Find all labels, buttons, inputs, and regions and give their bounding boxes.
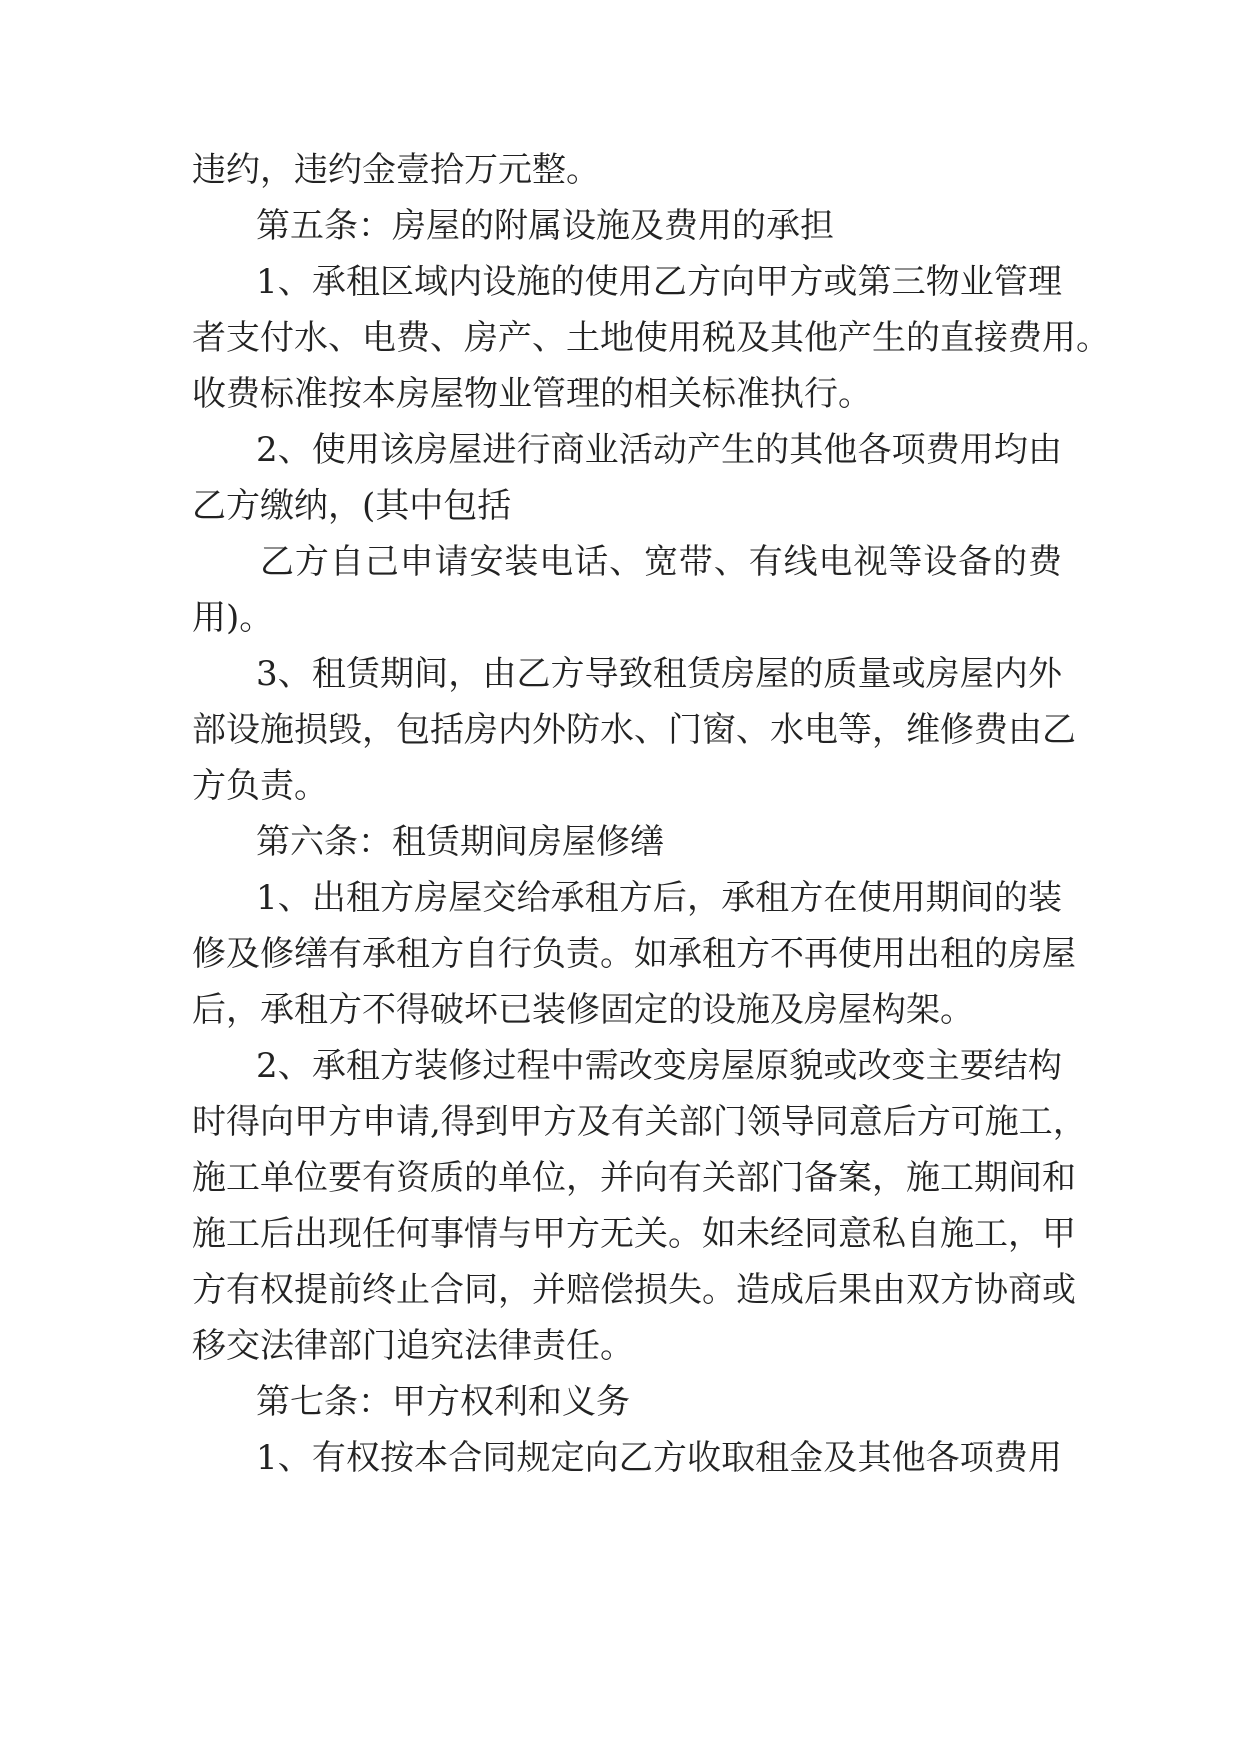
text-line: 2、使用该房屋进行商业活动产生的其他各项费用均由 xyxy=(256,430,1062,470)
text-line: 乙方缴纳，(其中包括 xyxy=(192,486,512,526)
text-line: 部设施损毁，包括房内外防水、门窗、水电等，维修费由乙 xyxy=(192,710,1076,750)
text-line: 施工单位要有资质的单位，并向有关部门备案，施工期间和 xyxy=(192,1158,1076,1198)
text-line: 方负责。 xyxy=(192,766,328,806)
text-line: 违约，违约金壹拾万元整。 xyxy=(192,150,600,190)
text-line: 用)。 xyxy=(192,598,274,638)
section-heading: 第七条：甲方权利和义务 xyxy=(256,1382,630,1422)
section-heading: 第六条：租赁期间房屋修缮 xyxy=(256,822,664,862)
text-line: 者支付水、电费、房产、土地使用税及其他产生的直接费用。 xyxy=(192,318,1110,358)
text-line: 1、出租方房屋交给承租方后，承租方在使用期间的装 xyxy=(256,878,1062,918)
text-line: 修及修缮有承租方自行负责。如承租方不再使用出租的房屋 xyxy=(192,934,1076,974)
text-line: 1、承租区域内设施的使用乙方向甲方或第三物业管理 xyxy=(256,262,1062,302)
text-line: 3、租赁期间，由乙方导致租赁房屋的质量或房屋内外 xyxy=(256,654,1062,694)
text-line: 1、有权按本合同规定向乙方收取租金及其他各项费用 xyxy=(256,1438,1062,1478)
text-line: 方有权提前终止合同，并赔偿损失。造成后果由双方协商或 xyxy=(192,1270,1076,1310)
text-line: 乙方自己申请安装电话、宽带、有线电视等设备的费 xyxy=(260,542,1062,582)
text-line: 2、承租方装修过程中需改变房屋原貌或改变主要结构 xyxy=(256,1046,1062,1086)
text-line: 后，承租方不得破坏已装修固定的设施及房屋构架。 xyxy=(192,990,974,1030)
section-heading: 第五条：房屋的附属设施及费用的承担 xyxy=(256,206,834,246)
text-line: 移交法律部门追究法律责任。 xyxy=(192,1326,634,1366)
text-line: 时得向甲方申请,得到甲方及有关部门领导同意后方可施工， xyxy=(192,1102,1087,1142)
text-line: 收费标准按本房屋物业管理的相关标准执行。 xyxy=(192,374,872,414)
text-line: 施工后出现任何事情与甲方无关。如未经同意私自施工，甲 xyxy=(192,1214,1076,1254)
